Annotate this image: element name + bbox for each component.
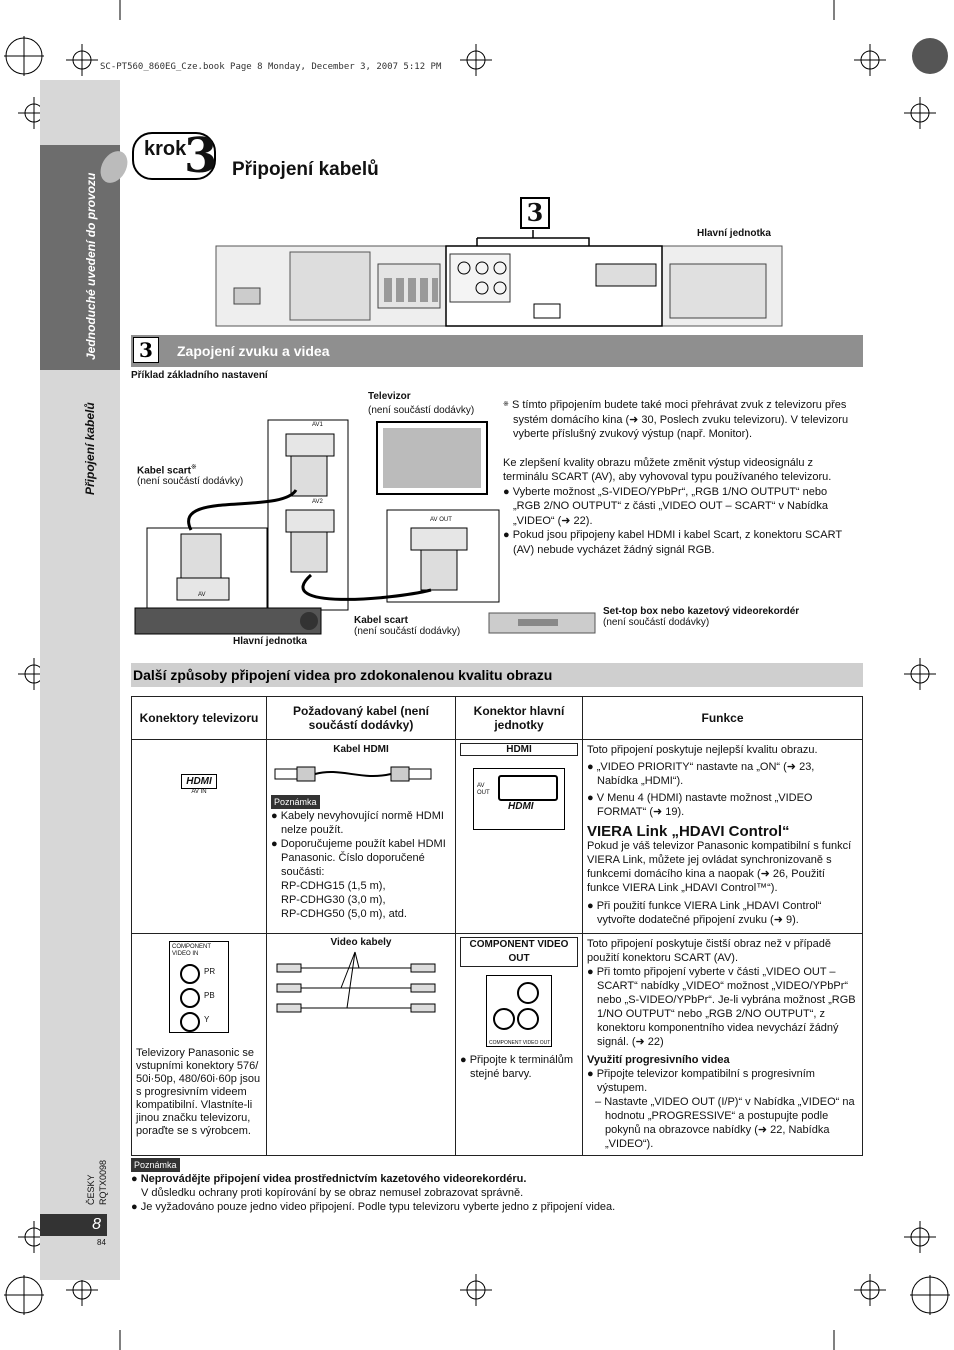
hdmi-unit-logo: HDMI (508, 801, 534, 812)
section3-number: 3 (133, 337, 159, 363)
component-tv-cell (132, 934, 267, 1156)
step-word: krok (144, 138, 187, 160)
sidebar-subsection: Připojení kabelů (83, 402, 97, 495)
bottom-note-tag: Poznámka (131, 1158, 180, 1172)
hdmi-part-2: RP-CDHG30 (3,0 m), (281, 894, 386, 906)
hdmi-unit-cell (456, 740, 583, 934)
component-func-intro: Toto připojení poskytuje čistší obraz než v případě použití konektoru SCART (AV). (587, 938, 831, 964)
sidebar-section-block (40, 145, 120, 370)
hdmi-func-b2: V Menu 4 (HDMI) nastavte možnost „VIDEO FORMAT“ (➜ 19). (596, 792, 813, 818)
sidebar-code: RQTX0098 (98, 1159, 108, 1205)
hdmi-tv-sub: AV IN (191, 789, 207, 795)
note-text: S tímto připojením budete také moci přehrávat zvuk z televizoru přes systém domácího kina (➜ 30, Poslech zvuku televizoru). V televizoru vyberte příslušný zvukový výstup (např. Monitor). (511, 399, 849, 440)
main-unit-label: Hlavní jednotka (233, 636, 307, 647)
component-func-b1: Při tomto připojení vyberte v části „VIDEO OUT – SCART“ nabídky „VIDEO“ možnost „VIDEO/YPbPr“ nebo „S-VIDEO/YPbPr“. Je-li vybrána možnost „RGB 1/NO OUTPUT“ nebo „RGB 2/NO OUTPUT“, z konektoru komponentního videa nevychází žádný signál. (➜ 22) (596, 966, 856, 1048)
pb-label: PB (204, 991, 215, 1000)
diagram-step-marker: 3 (520, 197, 550, 229)
hdmi-func-intro: Toto připojení poskytuje nejlepší kvalitu obrazu. (587, 744, 818, 756)
section3-title: Zapojení zvuku a videa (177, 343, 330, 359)
hdmi-tv-cell (132, 740, 267, 934)
table-row-hdmi (132, 740, 863, 934)
tv-label: Televizor (368, 391, 411, 402)
hdmi-port-icon (498, 775, 558, 801)
set-top-box-image (488, 612, 598, 636)
page-number: 8 (40, 1214, 107, 1236)
y-jack-icon (180, 1012, 200, 1032)
viera-text: Pokud je váš televizor Panasonic kompatibilní s funkcí VIERA Link, můžete jej ovládat synchronizovaně s funkcemi domácího kina a naopak (➜ 26, Použití funkce VIERA Link „HDAVI Control™“). (587, 840, 852, 894)
diagram-main-unit-label: Hlavní jednotka (697, 228, 771, 239)
scart2-label-block (354, 615, 460, 637)
hdmi-unit-label: HDMI (460, 743, 578, 756)
tv-label-block (368, 390, 498, 418)
hdmi-cable-note-2: Doporučujeme použít kabel HDMI Panasonic. Číslo doporučené součásti: (280, 838, 446, 878)
component-tv-title-2: VIDEO IN (172, 951, 199, 957)
hdmi-unit-out: OUT (477, 790, 490, 796)
bottom-note-b1-sub: V důsledku ochrany proti kopírování by se obraz nemusel zobrazovat správně. (141, 1187, 524, 1199)
hdmi-unit-image (473, 768, 565, 830)
stb-label-block (603, 606, 799, 628)
pb-jack-icon (180, 988, 200, 1008)
hdmi-function-cell: Toto připojení poskytuje nejlepší kvalitu obrazu. ● „VIDEO PRIORITY“ nastavte na „ON“ (➜ 23, Nabídka „HDMI“). ● V Menu 4 (HDMI) nastavte možnost „VIDEO FORMAT“ (➜ 19). VIERA Link „HDAVI Control“ Pokud je váš televizor Panasonic kompatibilní s funkcí VIERA Link, můžete jej ovládat synchronizovaně s funkcemi domácího kina a naopak (➜ 26, Použití funkce VIERA Link „HDAVI Control™“). ● Při použití funkce VIERA Link „HDAVI Control“ vytvořte dodatečné připojení zvuku (➜ 9). (583, 740, 863, 934)
col-function: Funkce (583, 697, 863, 740)
col-unit-connector: Konektor hlavní jednotky (456, 697, 583, 740)
section3-bar (131, 335, 863, 367)
hdmi-cable-cell: Kabel HDMI Poznámka ● Kabely nevyhovující normě HDMI nelze použít. ● Doporučujeme použít kabel HDMI Panasonic. Číslo doporučené součásti: RP-CDHG15 (1,5 m), RP-CDHG30 (3,0 m), RP-CDHG50 (5,0 m), atd. (267, 740, 456, 934)
progressive-title: Využití progresivního videa (587, 1054, 730, 1066)
hdmi-unit-av: AV (477, 783, 485, 789)
unit-pb-jack-icon (517, 1008, 539, 1030)
component-tv-text: Televizory Panasonic se vstupními konektory 576/ 50i·50p, 480/60i·60p jsou s progresivním videem kompatibilní. Vlastníte-li jinou značku televizoru, poraďte se s výrobcem. (136, 1047, 261, 1137)
component-unit-sub: COMPONENT VIDEO OUT (489, 1040, 551, 1046)
viera-bullet: Při použití funkce VIERA Link „HDAVI Control“ vytvořte dodatečné připojení zvuku (➜ 9). (596, 900, 822, 926)
scart1-sub: (není součástí dodávky) (137, 476, 244, 488)
sidebar-language: ČESKY (86, 1174, 96, 1205)
file-header: SC-PT560_860EG_Cze.book Page 8 Monday, December 3, 2007 5:12 PM (100, 62, 442, 72)
component-unit-note: Připojte k terminálům stejné barvy. (469, 1054, 574, 1080)
component-cable-title: Video kabely (330, 937, 392, 948)
progressive-b1: Připojte televizor kompatibilní s progresivním výstupem. (596, 1068, 815, 1094)
av1-label: AV1 (312, 422, 323, 428)
tv-sub: (není součástí dodávky) (368, 405, 475, 416)
av-label: AV (198, 592, 206, 598)
page-title: Připojení kabelů (232, 159, 379, 180)
av-out-label: AV OUT (430, 517, 452, 523)
hdmi-part-1: RP-CDHG15 (1,5 m), (281, 880, 386, 892)
progressive-dash: Nastavte „VIDEO OUT (I/P)“ v Nabídka „VIDEO“ na hodnotu „PROGRESSIVE“ a postupujte podle pokynů na obrazovce nabídky (➜ 22, Nabídka „VIDEO“). (604, 1096, 855, 1150)
hdmi-cable-title: Kabel HDMI (333, 744, 389, 755)
connection-table (131, 696, 863, 1156)
component-unit-label: COMPONENT VIDEO OUT (460, 937, 578, 967)
y-label: Y (204, 1015, 210, 1024)
unit-pr-jack-icon (517, 982, 539, 1004)
page-number-small: 84 (97, 1238, 106, 1247)
bottom-note-b2: Je vyžadováno pouze jedno video připojení. Podle typu televizoru vyberte jedno z připojení videa. (140, 1201, 616, 1213)
scart2-sub: (není součástí dodávky) (354, 626, 461, 637)
unit-y-jack-icon (493, 1008, 515, 1030)
bottom-note: Poznámka ● Neprovádějte připojení videa prostřednictvím kazetového videorekordéru. V důsledku ochrany proti kopírování by se obraz nemusel zobrazovat správně. ● Je vyžadováno pouze jedno video připojení. Podle typu televizoru vyberte jedno z připojení videa. (131, 1158, 863, 1214)
hdmi-cable-note-1: Kabely nevyhovující normě HDMI nelze použít. (280, 810, 444, 836)
stb-sub: (není součástí dodávky) (603, 617, 710, 628)
hdmi-tv-logo: HDMI (181, 774, 217, 789)
viera-title: VIERA Link „HDAVI Control“ (587, 823, 790, 840)
note-mark: ※ (503, 401, 509, 408)
col-tv-connectors: Konektory televizoru (132, 697, 267, 740)
rear-panel-diagram (214, 228, 786, 328)
hdmi-part-3: RP-CDHG50 (5,0 m), atd. (281, 908, 407, 920)
bottom-note-b1: Neprovádějte připojení videa prostřednictvím kazetového videorekordéru. (140, 1173, 527, 1185)
scart-connection-diagram (131, 410, 501, 650)
section3-text: ※ S tímto připojením budete také moci přehrávat zvuk z televizoru přes systém domácího kina (➜ 30, Poslech zvuku televizoru). V televizoru vyberte příslušný zvukový výstup (např. Monitor). Ke zlepšení kvality obrazu můžete změnit výstup videosignálu z terminálu SCART (AV), aby vyhovoval typu používaného televizoru. ● Vyberte možnost „S-VIDEO/YPbPr“, „RGB 1/NO OUTPUT“ nebo „RGB 2/NO OUTPUT“ z části „VIDEO OUT – SCART“ v Nabídka „VIDEO“ (➜ 22). ● Pokud jsou připojeny kabel HDMI i kabel Scart, z konektoru SCART (AV) nebude vycházet žádný signál RGB. (503, 398, 855, 557)
hdmi-cable-image (271, 757, 443, 791)
other-connections-bar (131, 663, 863, 687)
hdmi-note-tag: Poznámka (271, 795, 320, 809)
component-unit-image (486, 975, 552, 1047)
bullet-2: Pokud jsou připojeny kabel HDMI i kabel Scart, z konektoru SCART (AV) nebude vycházet žádný signál RGB. (512, 529, 842, 556)
sidebar-section-title: Jednoduché uvedení do provozu (84, 172, 98, 360)
pr-label: PR (204, 967, 216, 976)
stb-label: Set-top box nebo kazetový videorekordér (603, 606, 800, 617)
other-connections-title: Další způsoby připojení videa pro zdokonalenou kvalitu obrazu (133, 667, 553, 683)
bullet-1: Vyberte možnost „S-VIDEO/YPbPr“, „RGB 1/NO OUTPUT“ nebo „RGB 2/NO OUTPUT“ z části „VIDEO OUT – SCART“ v Nabídka „VIDEO“ (➜ 22). (512, 485, 828, 527)
step-number: 3 (184, 128, 218, 184)
av2-label: AV2 (312, 499, 323, 505)
example-label: Příklad základního nastavení (131, 370, 268, 381)
pr-jack-icon (180, 964, 200, 984)
component-cables-image (271, 948, 443, 1018)
component-function-cell: Toto připojení poskytuje čistší obraz než v případě použití konektoru SCART (AV). ● Při tomto připojení vyberte v části „VIDEO OUT – SCART“ nabídky „VIDEO“ možnost „VIDEO/YPbPr“ nebo „S-VIDEO/YPbPr“. Je-li vybrána možnost „RGB 1/NO OUTPUT“ nebo „RGB 2/NO OUTPUT“, z konektoru komponentního videa nevychází žádný signál. (➜ 22) Využití progresivního videa ● Připojte televizor kompatibilní s progresivním výstupem. – Nastavte „VIDEO OUT (I/P)“ v Nabídka „VIDEO“ na hodnotu „PROGRESSIVE“ a postupujte podle pokynů na obrazovce nabídky (➜ 22, Nabídka „VIDEO“). (583, 934, 863, 1156)
scart1-label-block (137, 463, 243, 487)
col-required-cable: Požadovaný kabel (není součástí dodávky) (267, 697, 456, 740)
improve-text: Ke zlepšení kvality obrazu můžete změnit výstup videosignálu z terminálu SCART (AV), aby vyhovoval typu používaného televizoru. (503, 456, 832, 483)
component-tv-title-1: COMPONENT (172, 944, 211, 950)
hdmi-func-b1: „VIDEO PRIORITY“ nastavte na „ON“ (➜ 23, Nabídka „HDMI“). (596, 761, 815, 787)
scart2-label: Kabel scart (354, 615, 408, 626)
scart1-label: Kabel scart (137, 465, 191, 477)
component-cable-cell (267, 934, 456, 1156)
component-unit-cell: COMPONENT VIDEO OUT COMPONENT VIDEO OUT ● Připojte k terminálům stejné barvy. (456, 934, 583, 1156)
component-tv-panel (169, 941, 229, 1033)
table-row-component (132, 934, 863, 1156)
scart1-sup: ※ (190, 464, 197, 471)
step-badge (132, 128, 218, 184)
